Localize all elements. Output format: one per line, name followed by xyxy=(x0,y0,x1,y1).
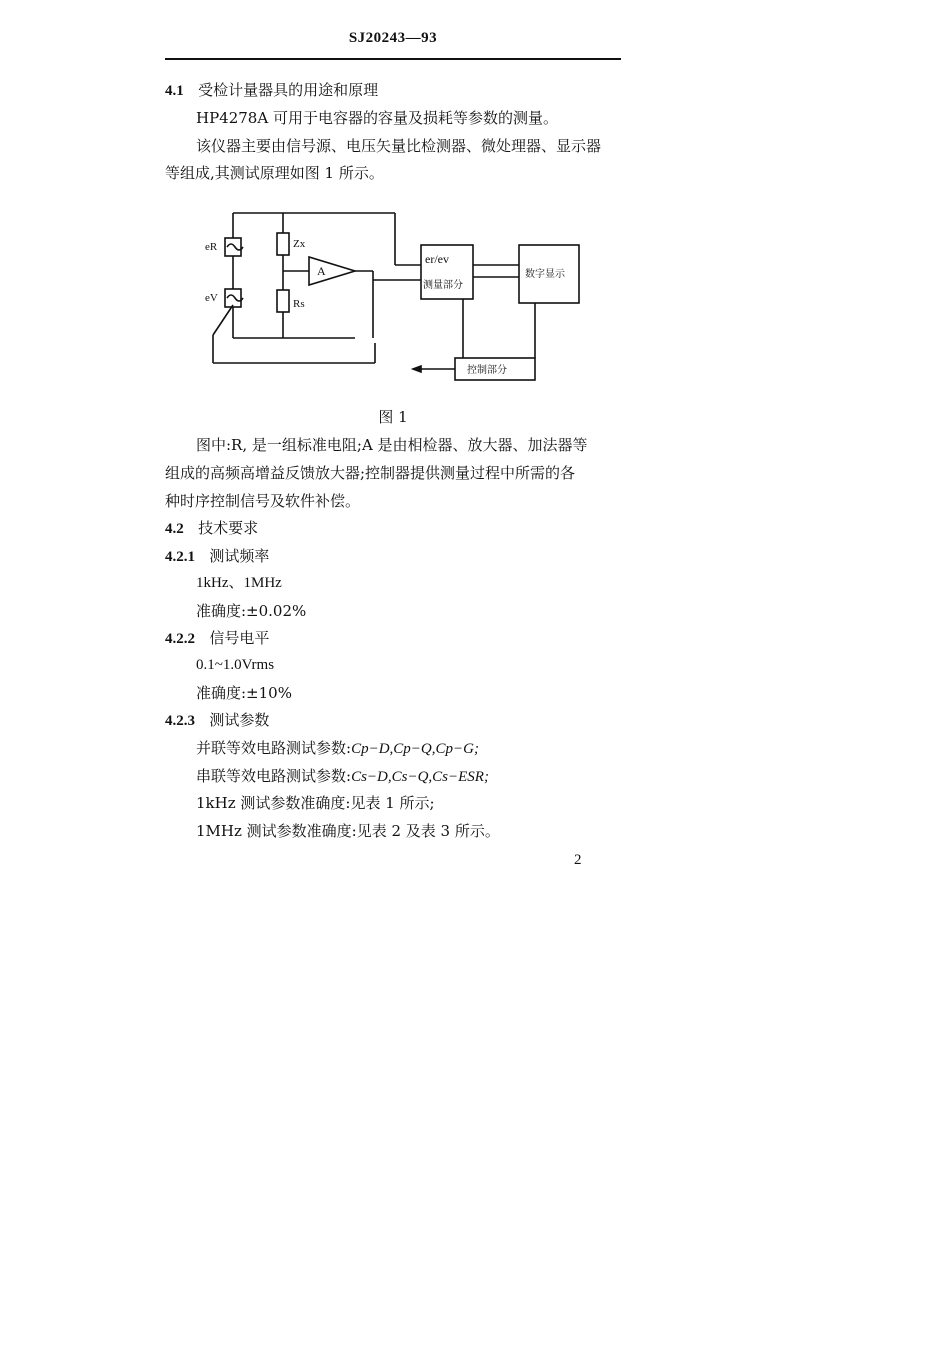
label-ratio: er/ev xyxy=(425,252,449,266)
section-title: 受检计量器具的用途和原理 xyxy=(198,81,379,99)
frequency-accuracy: 准确度:±0.02% xyxy=(196,602,307,620)
paragraph: 种时序控制信号及软件补偿。 xyxy=(165,492,361,510)
accuracy-1khz: 1kHz 测试参数准确度:见表 1 所示; xyxy=(196,794,435,812)
parallel-values: Cp−D,Cp−Q,Cp−G; xyxy=(351,741,479,757)
section-number: 4.1 xyxy=(165,83,184,99)
figure-caption: 图 1 xyxy=(378,408,408,426)
parallel-parameters xyxy=(196,738,479,759)
section-number: 4.2.1 xyxy=(165,549,195,565)
paragraph: 该仪器主要由信号源、电压矢量比检测器、微处理器、显示器 xyxy=(196,137,602,155)
section-number: 4.2.2 xyxy=(165,631,195,647)
series-label: 串联等效电路测试参数: xyxy=(196,767,352,785)
section-4-2-3-heading xyxy=(165,710,269,731)
series-values: Cs−D,Cs−Q,Cs−ESR; xyxy=(351,769,489,785)
section-title: 测试参数 xyxy=(209,711,270,729)
frequency-values: 1kHz、1MHz xyxy=(196,575,282,591)
accuracy-1mhz: 1MHz 测试参数准确度:见表 2 及表 3 所示。 xyxy=(196,822,500,840)
section-title: 信号电平 xyxy=(209,629,270,647)
section-4-1-heading xyxy=(165,80,378,101)
section-4-2-2-heading xyxy=(165,628,269,649)
paragraph: 组成的高频高增益反馈放大器;控制器提供测量过程中所需的各 xyxy=(165,464,576,482)
signal-level-accuracy: 准确度:±10% xyxy=(196,684,292,702)
section-4-2-heading xyxy=(165,518,258,539)
label-eR: eR xyxy=(205,241,218,253)
figure-1-diagram xyxy=(195,205,595,385)
section-number: 4.2 xyxy=(165,521,184,537)
section-title: 技术要求 xyxy=(198,519,259,537)
document-header: SJ20243—93 xyxy=(348,30,438,46)
section-4-2-1-heading xyxy=(165,546,269,567)
signal-level-values: 0.1~1.0Vrms xyxy=(196,657,275,673)
series-parameters xyxy=(196,766,489,787)
label-measure: 测量部分 xyxy=(423,280,463,291)
label-amplifier: A xyxy=(317,264,326,278)
header-rule xyxy=(165,58,621,60)
paragraph: 图中:R, 是一组标准电阻;A 是由相检器、放大器、加法器等 xyxy=(196,436,588,454)
paragraph: HP4278A 可用于电容器的容量及损耗等参数的测量。 xyxy=(196,109,558,127)
page-number: 2 xyxy=(574,852,582,868)
section-title: 测试频率 xyxy=(209,547,270,565)
label-Zx: Zx xyxy=(293,238,306,250)
label-control: 控制部分 xyxy=(467,365,507,376)
label-display: 数字显示 xyxy=(525,269,565,280)
section-number: 4.2.3 xyxy=(165,713,195,729)
label-eV: eV xyxy=(205,292,218,304)
label-Rs: Rs xyxy=(293,298,305,310)
parallel-label: 并联等效电路测试参数: xyxy=(196,739,352,757)
paragraph: 等组成,其测试原理如图 1 所示。 xyxy=(165,164,384,182)
